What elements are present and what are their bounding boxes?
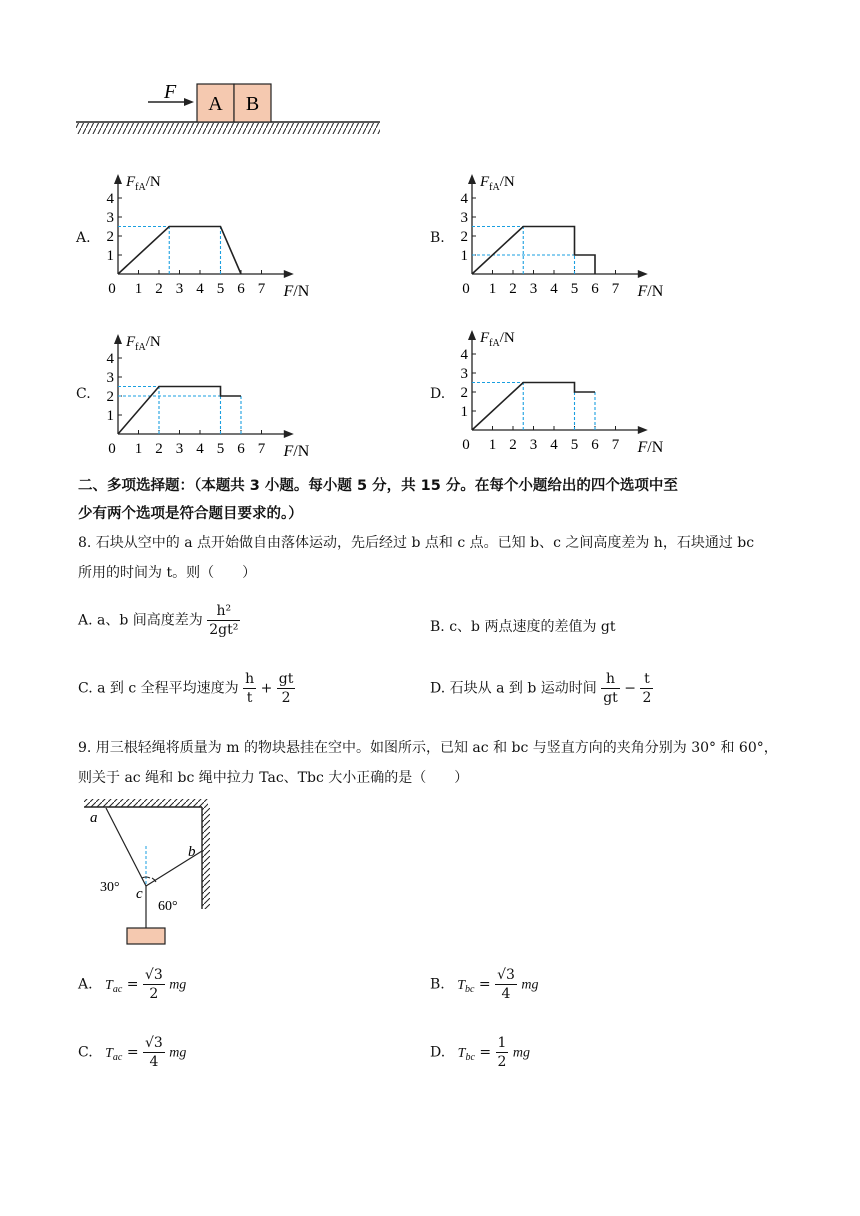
x-tick-label: 4 <box>550 437 558 453</box>
option-label: D. <box>430 386 446 402</box>
angle-30-label: 30° <box>100 880 120 895</box>
x-axis-label: F/N <box>637 283 664 300</box>
x-tick-label: 5 <box>216 281 225 297</box>
label-c: c <box>136 886 143 902</box>
q9-d-fraction <box>496 1034 509 1071</box>
friction-line <box>118 227 241 275</box>
q8-option-b[interactable] <box>430 612 615 642</box>
mg-text: mg <box>169 977 187 993</box>
y-axis-label: $F_{fA}/N$ <box>480 174 515 193</box>
option-label: A. <box>76 230 91 246</box>
x-tick-label: 1 <box>488 437 497 453</box>
x-tick-label: 2 <box>155 281 163 297</box>
q8-option-c[interactable] <box>78 670 295 707</box>
q9-option-b[interactable] <box>430 966 539 1005</box>
x-tick-label: 6 <box>237 281 245 297</box>
x-tick-label: 3 <box>529 437 538 453</box>
q8-d-text: D. 石块从 a 到 b 运动时间 <box>430 680 597 697</box>
x-tick-label: 6 <box>591 281 599 297</box>
q8-b-text: B. c、b 两点速度的差值为 gt <box>430 619 616 635</box>
y-tick-label: 1 <box>106 248 114 264</box>
x-tick-label: 5 <box>570 437 579 453</box>
section-header-line2: 少有两个选项是符合题目要求的。） <box>78 506 303 522</box>
question-8-stem <box>78 528 798 588</box>
x-tick-label: 0 <box>462 437 470 453</box>
numerator: √3 <box>144 967 163 983</box>
graph-svg <box>102 160 332 300</box>
equals-sign: = <box>479 1044 492 1061</box>
q8-a-fraction <box>207 602 240 639</box>
q8-c-text: C. a 到 c 全程平均速度为 <box>78 680 239 697</box>
y-axis-arrow <box>114 334 122 344</box>
q8-option-a[interactable] <box>78 602 240 639</box>
q8-c-fraction-2 <box>277 670 296 707</box>
numerator: h² <box>207 602 240 621</box>
friction-line <box>118 387 241 435</box>
numerator: t <box>640 670 653 689</box>
option-letter: D. <box>430 1044 446 1061</box>
force-arrowhead <box>184 98 194 106</box>
q9-a-fraction <box>143 966 165 1003</box>
rope-ac <box>106 808 146 886</box>
numerator: h <box>601 670 620 689</box>
ground-hatch <box>76 123 380 134</box>
denominator: 4 <box>501 986 511 1002</box>
x-tick-label: 2 <box>509 281 517 297</box>
x-axis-arrow <box>638 270 648 278</box>
denominator: gt <box>603 690 618 706</box>
section-header <box>78 472 798 528</box>
blocks-figure <box>76 78 386 140</box>
x-tick-label: 6 <box>591 437 599 453</box>
t-symbol: T <box>457 1045 466 1061</box>
x-tick-label: 7 <box>257 281 266 297</box>
x-tick-label: 4 <box>550 281 558 297</box>
x-axis-label: F/N <box>283 443 310 460</box>
x-tick-label: 4 <box>196 281 204 297</box>
q9-line2: 则关于 ac 绳和 bc 绳中拉力 Tac、Tbc 大小正确的是（ ） <box>78 770 469 786</box>
block-a-label: A <box>208 93 223 115</box>
y-axis-label: $F_{fA}/N$ <box>126 334 161 353</box>
y-axis-label: $F_{fA}/N$ <box>480 330 515 349</box>
hanging-block <box>127 928 165 944</box>
q8-option-d[interactable] <box>430 670 653 707</box>
x-tick-label: 5 <box>570 281 579 297</box>
friction-line <box>472 383 595 431</box>
q9-c-fraction <box>143 1034 165 1071</box>
y-tick-label: 1 <box>460 248 468 264</box>
t-symbol: T <box>457 977 465 993</box>
x-tick-label: 6 <box>237 441 245 457</box>
denominator: 2 <box>281 690 291 706</box>
t-symbol: T <box>105 1045 113 1061</box>
mg-text: mg <box>169 1045 187 1061</box>
q9-option-d[interactable] <box>430 1034 530 1073</box>
denominator: t <box>246 690 253 706</box>
t-symbol: T <box>105 977 113 993</box>
force-label: F <box>164 81 177 103</box>
y-tick-label: 3 <box>460 366 468 382</box>
option-letter: A. <box>78 976 93 993</box>
wall-hatch <box>202 807 210 909</box>
section-header-line1: 二、多项选择题：（本题共 3 小题。每小题 5 分，共 15 分。在每个小题给出的四个选项中至 <box>78 478 678 494</box>
y-tick-label: 2 <box>106 389 114 405</box>
equals-sign: = <box>126 976 139 993</box>
block-b-label: B <box>245 93 260 115</box>
x-axis-arrow <box>284 270 294 278</box>
y-tick-label: 2 <box>106 229 114 245</box>
option-letter: C. <box>78 1044 93 1061</box>
x-tick-label: 1 <box>134 441 143 457</box>
subscript: bc <box>465 1052 475 1064</box>
ceiling-hatch <box>84 799 208 807</box>
y-tick-label: 2 <box>460 229 468 245</box>
x-tick-label: 2 <box>155 441 163 457</box>
x-tick-label: 3 <box>175 281 184 297</box>
x-tick-label: 3 <box>175 441 184 457</box>
rope-figure <box>78 796 218 946</box>
x-axis-arrow <box>284 430 294 438</box>
denominator: 2gt² <box>209 622 239 638</box>
angle-60-label: 60° <box>158 899 178 914</box>
x-tick-label: 4 <box>196 441 204 457</box>
denominator: 2 <box>642 690 652 706</box>
graph-svg <box>456 316 686 460</box>
numerator: √3 <box>145 1035 163 1051</box>
denominator: 4 <box>149 1054 159 1070</box>
q8-line1: 8. 石块从空中的 a 点开始做自由落体运动，先后经过 b 点和 c 点。已知 b、c 之间高度差为 h，石块通过 bc <box>78 535 755 551</box>
y-axis-label: $F_{fA}/N$ <box>126 174 161 193</box>
y-tick-label: 4 <box>106 351 114 367</box>
x-tick-label: 0 <box>108 441 116 457</box>
y-tick-label: 3 <box>106 210 114 226</box>
y-axis-arrow <box>114 174 122 184</box>
graph-svg <box>102 320 332 460</box>
subscript: bc <box>465 984 475 996</box>
equals-sign: = <box>126 1044 139 1061</box>
denominator: 2 <box>497 1054 507 1070</box>
q8-d-fraction-2 <box>640 670 653 707</box>
subscript: ac <box>112 984 123 996</box>
graph-svg <box>456 160 686 300</box>
x-axis-label: F/N <box>283 283 310 300</box>
x-tick-label: 7 <box>611 437 620 453</box>
label-b: b <box>188 844 196 860</box>
x-tick-label: 1 <box>134 281 143 297</box>
y-tick-label: 4 <box>460 347 468 363</box>
option-label: B. <box>430 230 445 246</box>
y-axis-arrow <box>468 330 476 340</box>
q9-line1: 9. 用三根轻绳将质量为 m 的物块悬挂在空中。如图所示，已知 ac 和 bc 与竖直方向的夹角分别为 30° 和 60°， <box>78 740 778 756</box>
x-tick-label: 7 <box>611 281 620 297</box>
y-tick-label: 1 <box>460 404 468 420</box>
minus-sign: − <box>624 680 636 697</box>
subscript: ac <box>112 1052 123 1064</box>
x-tick-label: 3 <box>529 281 538 297</box>
equals-sign: = <box>478 976 491 993</box>
x-tick-label: 0 <box>108 281 116 297</box>
q8-line2: 所用的时间为 t。则（ ） <box>78 565 257 581</box>
y-tick-label: 3 <box>106 370 114 386</box>
x-tick-label: 7 <box>257 441 266 457</box>
y-tick-label: 3 <box>460 210 468 226</box>
q9-option-c[interactable] <box>78 1034 186 1073</box>
q8-a-text: A. a、b 间高度差为 <box>78 612 203 629</box>
y-axis-arrow <box>468 174 476 184</box>
x-tick-label: 2 <box>509 437 517 453</box>
numerator: gt <box>278 671 294 687</box>
x-axis-label: F/N <box>637 439 664 456</box>
q8-d-fraction-1 <box>601 670 620 707</box>
q9-b-fraction <box>495 966 517 1003</box>
question-9-stem <box>78 733 808 793</box>
y-tick-label: 4 <box>106 191 114 207</box>
mg-text: mg <box>521 977 539 993</box>
plus-sign: + <box>260 680 273 697</box>
numerator: √3 <box>497 967 515 983</box>
x-axis-arrow <box>638 426 648 434</box>
y-tick-label: 2 <box>460 385 468 401</box>
x-tick-label: 1 <box>488 281 497 297</box>
x-tick-label: 5 <box>216 441 225 457</box>
q9-option-a[interactable] <box>78 966 186 1005</box>
friction-line <box>472 227 595 275</box>
denominator: 2 <box>149 986 159 1002</box>
option-letter: B. <box>430 976 445 993</box>
numerator: h <box>245 671 255 687</box>
label-a: a <box>90 810 98 826</box>
mg-text: mg <box>512 1045 531 1061</box>
y-tick-label: 1 <box>106 408 114 424</box>
q8-c-fraction-1 <box>243 670 256 707</box>
x-tick-label: 0 <box>462 281 470 297</box>
option-label: C. <box>76 386 91 402</box>
numerator: 1 <box>497 1035 507 1051</box>
y-tick-label: 4 <box>460 191 468 207</box>
